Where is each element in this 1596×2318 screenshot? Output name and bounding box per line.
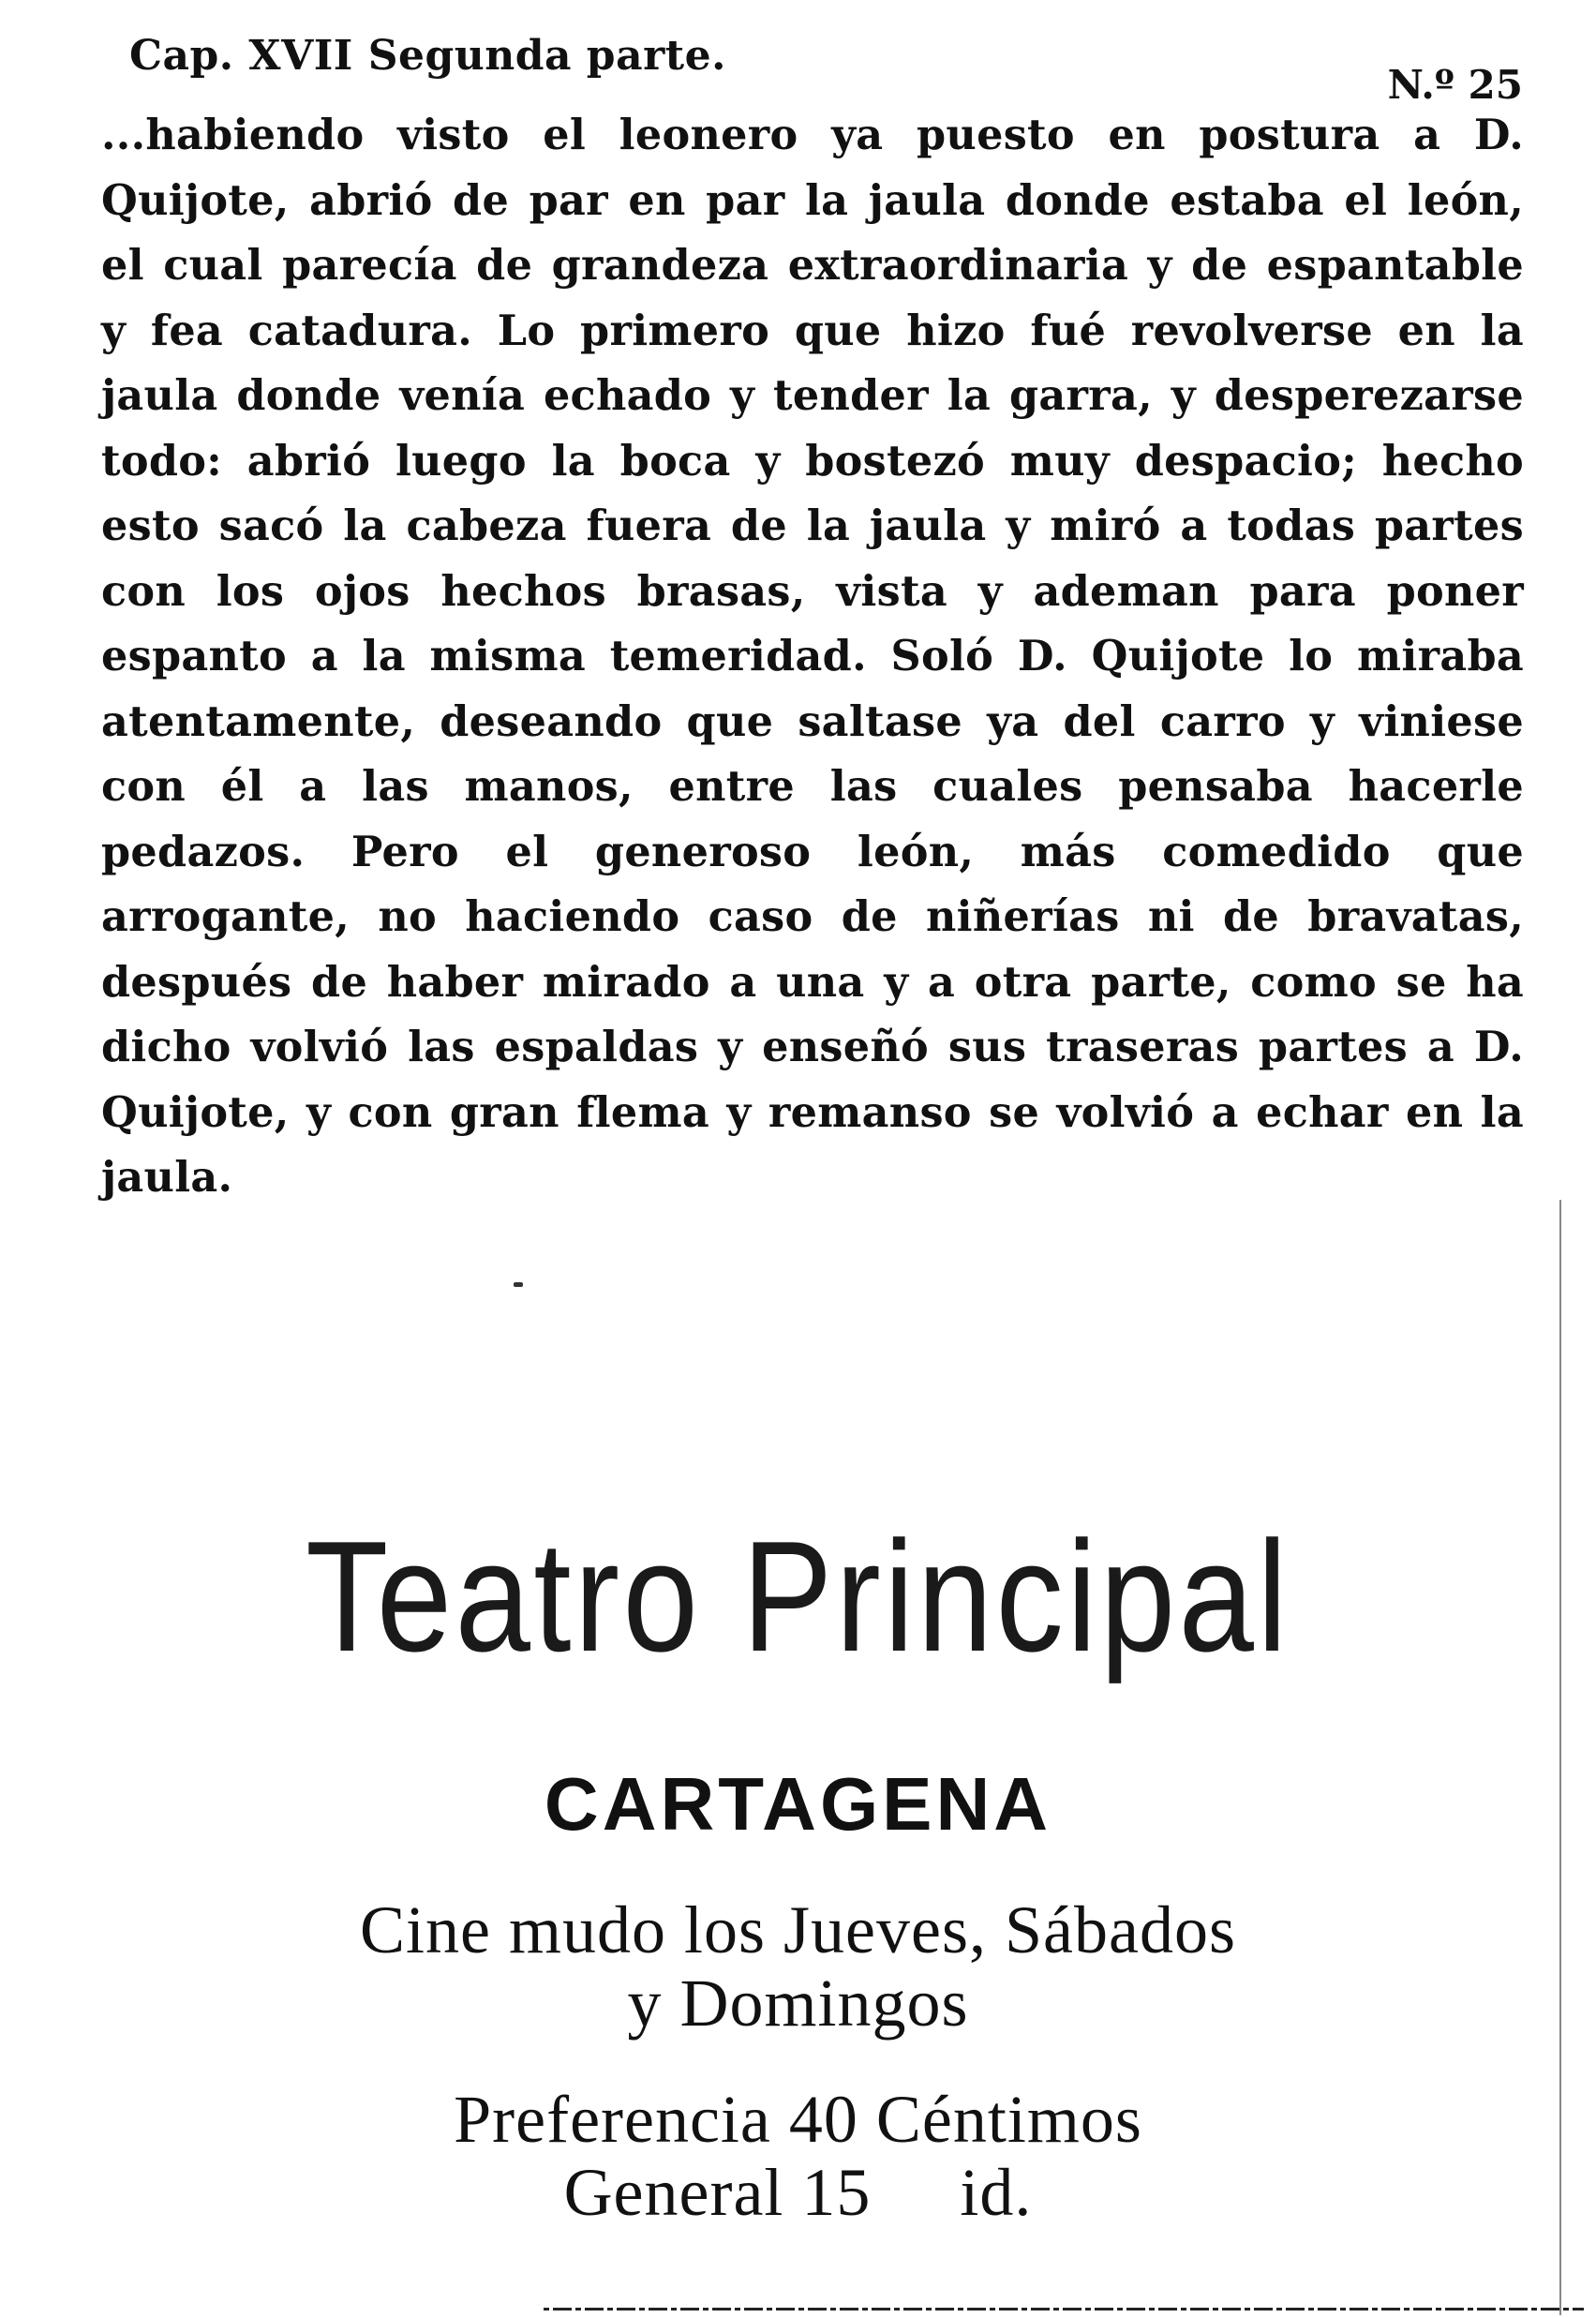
prices-block [0,2083,1596,2229]
chapter-heading: Cap. XVII Segunda parte. [129,32,726,80]
card-number: N.º 25 [1387,62,1523,108]
theatre-city: CARTAGENA [544,1762,1052,1846]
price-line-general: General 15 id. [563,2155,1033,2230]
scan-edge-line [1559,1200,1561,2315]
schedule-block [0,1893,1596,2040]
schedule-line-1: Cine mudo los Jueves, Sábados [360,1892,1236,1967]
scan-bottom-edge [544,2308,1584,2311]
schedule-line-2: y Domingos [627,1966,969,2041]
theatre-title: Teatro Principal [306,1508,1290,1684]
print-speck [514,1282,523,1287]
quijote-passage: ...habiendo visto el leonero ya puesto en postura a D. Quijote, abrió de par en par la jaula donde estaba el león, el cual parecía de grandeza extraordinaria y de espantable y fea catadura. Lo primero que hizo fué revolverse en la jaula donde venía echado y tender la garra, y desperezarse todo: abrió luego la boca y bostezó muy despacio; hecho esto sacó la cabeza fuera de la jaula y miró a todas partes con los ojos hechos brasas, vista y ademan para poner espanto a la misma temeridad. Soló D. Quijote lo miraba atentamente, deseando que saltase ya del carro y viniese con él a las manos, entre las cuales pensaba hacerle pedazos. Pero el generoso león, más comedido que arrogante, no haciendo caso de niñerías ni de bravatas, después de haber mirado a una y a otra parte, como se ha dicho volvió las espaldas y enseñó sus traseras partes a D. Quijote, y con gran flema y remanso se volvió a echar en la jaula. [101,111,1524,1202]
price-line-preferencia: Preferencia 40 Céntimos [454,2082,1142,2157]
